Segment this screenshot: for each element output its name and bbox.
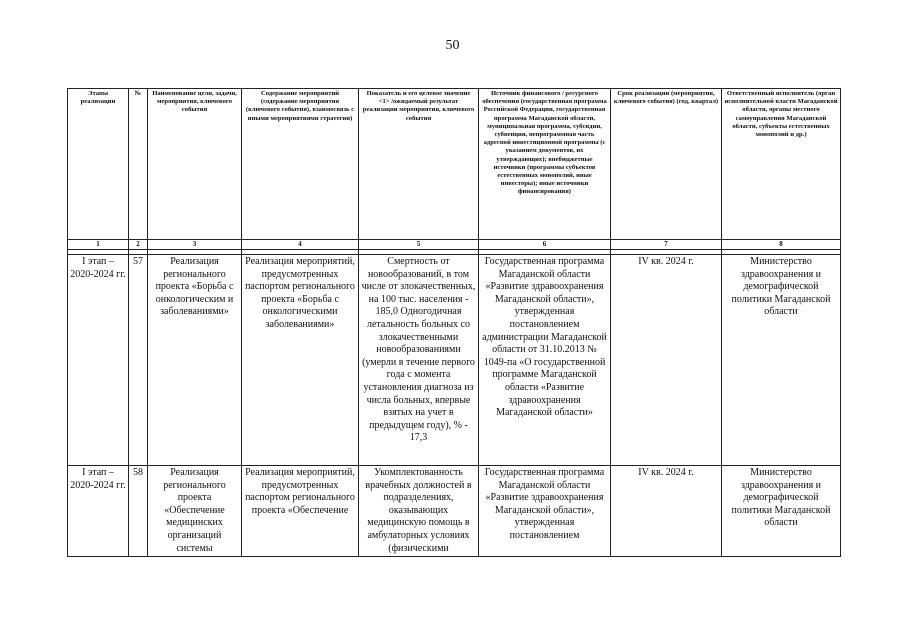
executor-cell: Министерство здравоохранения и демографической политики Магаданской области bbox=[722, 466, 841, 557]
column-number-row bbox=[68, 240, 841, 250]
name-cell: Реализация регионального проекта «Борьба с онкологическим и заболеваниями» bbox=[148, 255, 242, 466]
header-number: № bbox=[129, 89, 148, 240]
table-row bbox=[68, 466, 841, 557]
column-number: 8 bbox=[722, 240, 841, 250]
number-cell: 58 bbox=[129, 466, 148, 557]
indicator-cell: Укомплектованность врачебных должностей в подразделениях, оказывающих медицинскую помощь в амбулаторных условиях (физическими bbox=[359, 466, 479, 557]
header-source: Источник финансового / ресурсного обеспечения (государственная программа Российской Федерации, государственная программа Магаданской области, муниципальная программа, субсидии, субвенции, непрограммная часть адресной инвестиционной программы (с указанием документов, их утверждающих); внебюджетные источники (программы субъектов естественных монополий, иные инвесторы); иные источники финансирования) bbox=[479, 89, 611, 240]
header-executor: Ответственный исполнитель (орган исполнительной власти Магаданской области, органы местного самоуправления Магаданской области, субъекты естественных монополий и др.) bbox=[722, 89, 841, 240]
page-number: 50 bbox=[445, 38, 460, 53]
column-number: 2 bbox=[129, 240, 148, 250]
header-row bbox=[68, 89, 841, 240]
column-number: 5 bbox=[359, 240, 479, 250]
header-stage: Этапы реализации bbox=[68, 89, 129, 240]
content-cell: Реализация мероприятий, предусмотренных паспортом регионального проекта «Обеспечение bbox=[242, 466, 359, 557]
column-number: 1 bbox=[68, 240, 129, 250]
term-cell: IV кв. 2024 г. bbox=[611, 466, 722, 557]
action-plan-table bbox=[67, 88, 841, 557]
column-number: 4 bbox=[242, 240, 359, 250]
indicator-cell: Смертность от новообразований, в том числе от злокачественных, на 100 тыс. населения - 185,0 Одногодичная летальность больных со злокачественными новообразованиями (умерли в течение первого года с момента установления диагноза из числа больных, впервые взятых на учет в предыдущем году), % - 17,3 bbox=[359, 255, 479, 466]
name-cell: Реализация регионального проекта «Обеспечение медицинских организаций системы bbox=[148, 466, 242, 557]
header-indicator: Показатель и его целевое значение <1> /ожидаемый результат реализации мероприятия, ключевого события bbox=[359, 89, 479, 240]
header-term: Срок реализации (мероприятия, ключевого события) (год, квартал) bbox=[611, 89, 722, 240]
number-cell: 57 bbox=[129, 255, 148, 466]
table-row bbox=[68, 255, 841, 466]
header-content: Содержание мероприятий (содержание мероприятия (ключевого события), взаимосвязь с иными мероприятиями стратегии) bbox=[242, 89, 359, 240]
content-cell: Реализация мероприятий, предусмотренных паспортом регионального проекта «Борьба с онкологическими заболеваниями» bbox=[242, 255, 359, 466]
column-number: 6 bbox=[479, 240, 611, 250]
source-cell: Государственная программа Магаданской области «Развитие здравоохранения Магаданской области», утвержденная постановлением администрации Магаданской области от 31.10.2013 № 1049-па «О государственной программе Магаданской области «Развитие здравоохранения Магаданской области» bbox=[479, 255, 611, 466]
column-number: 3 bbox=[148, 240, 242, 250]
column-number: 7 bbox=[611, 240, 722, 250]
stage-cell: I этап – 2020-2024 гг. bbox=[68, 466, 129, 557]
source-cell: Государственная программа Магаданской области «Развитие здравоохранения Магаданской области», утвержденная постановлением bbox=[479, 466, 611, 557]
stage-cell: I этап – 2020-2024 гг. bbox=[68, 255, 129, 466]
term-cell: IV кв. 2024 г. bbox=[611, 255, 722, 466]
executor-cell: Министерство здравоохранения и демографической политики Магаданской области bbox=[722, 255, 841, 466]
header-name: Наименование цели, задачи, мероприятия, ключевого события bbox=[148, 89, 242, 240]
